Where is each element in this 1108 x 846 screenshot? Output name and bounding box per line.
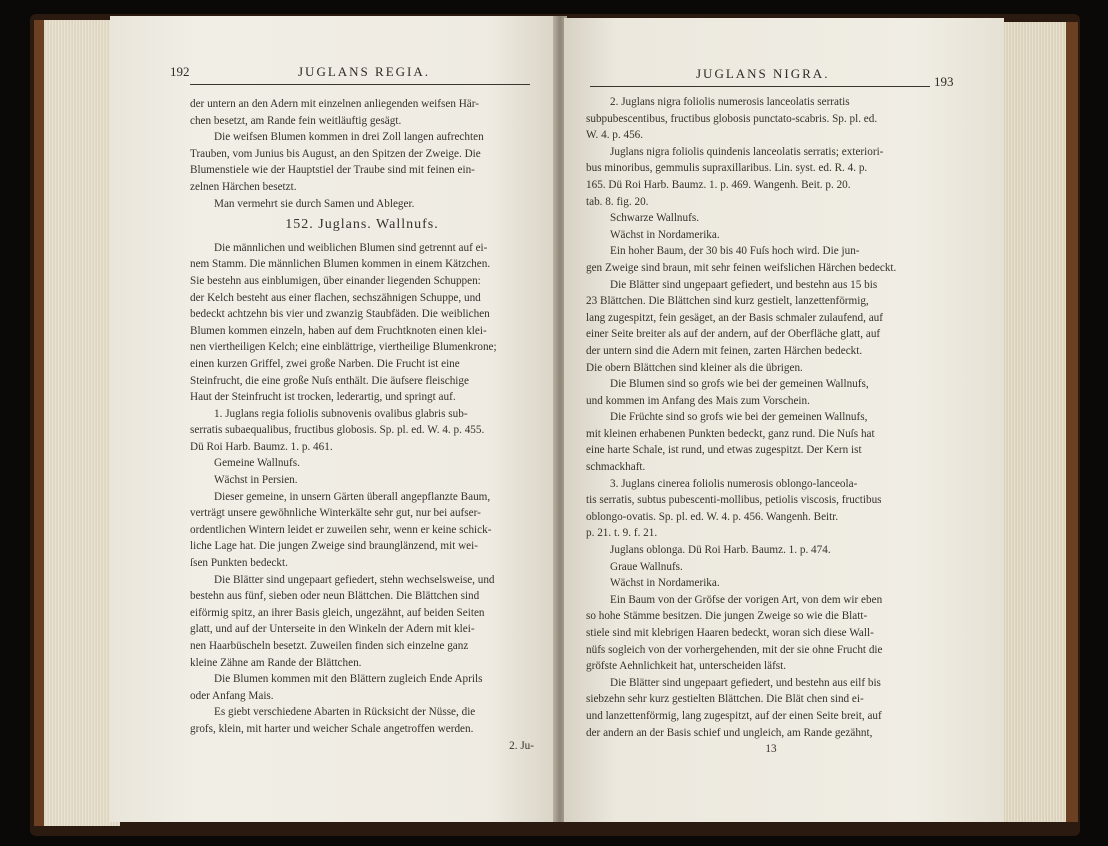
text-line: Trauben, vom Junius bis August, an den Spitzen der Zweige. Die bbox=[190, 147, 481, 160]
text-line: Die Blumen kommen mit den Blättern zugleich Ende Aprils bbox=[214, 673, 483, 686]
text-line: und kommen im Anfang des Mais zum Vorschein. bbox=[586, 394, 810, 407]
text-line: Dieser gemeine, in unsern Gärten überall angepflanzte Baum, bbox=[214, 490, 491, 503]
left-page-header bbox=[170, 64, 534, 84]
right-page-header bbox=[588, 66, 988, 89]
text-line: Ein hoher Baum, der 30 bis 40 Fuſs hoch wird. Die jun- bbox=[610, 245, 860, 258]
text-line: der untern an den Adern mit einzelnen anliegenden weifsen Här- bbox=[190, 98, 479, 110]
text-line: eiförmig spitz, an ihrer Basis gleich, ungezähnt, auf beiden Seiten bbox=[190, 606, 485, 619]
text-line: ordentlichen Wintern leidet er zuweilen sehr, wenn er keine schick- bbox=[190, 523, 492, 536]
running-title: JUGLANS NIGRA. bbox=[696, 66, 830, 81]
text-line: Die männlichen und weiblichen Blumen sind getrennt auf ei- bbox=[214, 241, 488, 254]
text-line: Gemeine Wallnufs. bbox=[214, 457, 300, 470]
text-line: Wächst in Nordamerika. bbox=[610, 228, 720, 241]
text-line: und lanzettenförmig, lang zugespitzt, auf der einen Seite breit, auf bbox=[586, 709, 882, 722]
text-line: Juglans nigra foliolis quindenis lanceolatis serratis; exteriori- bbox=[610, 145, 884, 158]
text-line: mit kleinen erhabenen Punkten bedeckt, ganz rund. Die Nuſs hat bbox=[586, 427, 875, 440]
text-line: 13 bbox=[765, 743, 777, 756]
right-page-text bbox=[586, 94, 956, 758]
text-line: gen Zweige sind braun, mit sehr feinen weifslichen Härchen bedeckt. bbox=[586, 261, 897, 274]
left-page-edges bbox=[34, 20, 120, 826]
text-line: Die Blätter sind ungepaart gefiedert, und bestehn aus 15 bis bbox=[610, 278, 878, 291]
text-line: stiele sind mit klebrigen Haaren bedeckt, woran sich diese Wall- bbox=[586, 627, 874, 639]
text-line: oblongo-ovatis. Sp. pl. ed. W. 4. p. 456. Wangenh. Beitr. bbox=[586, 510, 839, 523]
text-line: Sie bestehn aus einblumigen, über einander liegenden Schuppen: bbox=[190, 274, 481, 287]
text-line: ſsen Punkten bedeckt. bbox=[190, 557, 288, 570]
text-line: chen besetzt, am Rande fein weitläuftig gesägt. bbox=[190, 114, 402, 127]
text-line: einen kurzen Griffel, zwei große Narben. Die Frucht ist eine bbox=[190, 357, 460, 370]
text-line: Es giebt verschiedene Abarten in Rücksicht der Nüsse, die bbox=[214, 706, 476, 719]
text-line: grofs, klein, mit harter und weicher Schale angetroffen werden. bbox=[190, 722, 474, 735]
text-line: der Kelch besteht aus einer flachen, sechszähnigen Schuppe, und bbox=[190, 291, 481, 304]
text-line: gröfste Aehnlichkeit hat, unterscheiden läfst. bbox=[586, 660, 787, 673]
right-page bbox=[564, 18, 1004, 822]
page-number: 193 bbox=[934, 74, 954, 89]
text-line: der untern sind die Adern mit feinen, zarten Härchen bedeckt. bbox=[586, 344, 863, 357]
text-line: nüfs sogleich von der vorhergehenden, mit der sie ohne Frucht die bbox=[586, 643, 883, 656]
text-line: 3. Juglans cinerea foliolis numerosis oblongo-lanceola- bbox=[610, 477, 858, 490]
text-line: Wächst in Nordamerika. bbox=[610, 577, 720, 590]
text-line: lang zugespitzt, fein gesäget, an der Basis schmaler zulaufend, auf bbox=[586, 311, 883, 324]
text-line: bestehn aus fünf, sieben oder neun Blättchen. Die Blättchen sind bbox=[190, 590, 480, 603]
text-line: Haut der Steinfrucht ist trocken, lederartig, und springt auf. bbox=[190, 391, 456, 404]
text-line: 23 Blättchen. Die Blättchen sind kurz gestielt, lanzettenförmig, bbox=[586, 295, 869, 308]
right-page-edges bbox=[1000, 22, 1078, 822]
text-line: schmackhaft. bbox=[586, 461, 646, 474]
running-title: JUGLANS REGIA. bbox=[298, 64, 430, 79]
header-rule bbox=[190, 84, 530, 85]
text-line: W. 4. p. 456. bbox=[586, 129, 644, 142]
text-line: tis serratis, subtus pubescenti-mollibus, petiolis viscosis, fructibus bbox=[586, 494, 882, 507]
left-page bbox=[110, 16, 556, 822]
text-line: serratis subaequalibus, fructibus globosis. Sp. pl. ed. W. 4. p. 455. bbox=[190, 424, 485, 437]
text-line: glatt, und auf der Unterseite in den Winkeln der Adern mit klei- bbox=[190, 623, 475, 636]
text-line: subpubescentibus, fructibus globosis punctato-scabris. Sp. pl. ed. bbox=[586, 112, 878, 125]
text-line: einer Seite breiter als auf der andern, auf der Oberfläche glatt, auf bbox=[586, 328, 881, 341]
text-line: der andern an der Basis schief und ungleich, am Rande gezähnt, bbox=[586, 726, 873, 739]
left-page-text bbox=[190, 96, 534, 754]
text-line: oder Anfang Mais. bbox=[190, 689, 274, 702]
text-line: bedeckt achtzehn bis vier und zwanzig Staubfäden. Die weiblichen bbox=[190, 308, 490, 321]
text-line: Graue Wallnufs. bbox=[610, 560, 683, 573]
text-line: Man vermehrt sie durch Samen und Ableger. bbox=[214, 197, 415, 210]
section-heading: 152. Juglans. Wallnufs. bbox=[285, 217, 439, 233]
text-line: nem Stamm. Die männlichen Blumen kommen in einem Kätzchen. bbox=[190, 258, 491, 271]
text-line: bus minoribus, gemmulis supraxillaribus. Lin. syst. ed. R. 4. p. bbox=[586, 162, 868, 175]
text-line: eine harte Schale, ist rund, und etwas zugespitzt. Der Kern ist bbox=[586, 444, 862, 457]
text-line: Die Blätter sind ungepaart gefiedert, stehn wechselsweise, und bbox=[214, 573, 495, 586]
text-line: Blumenstiele wie der Hauptstiel der Traube sind mit feinen ein- bbox=[190, 164, 475, 177]
text-line: kleine Zähne am Rande der Blättchen. bbox=[190, 656, 362, 669]
text-line: Die Früchte sind so grofs wie bei der gemeinen Wallnufs, bbox=[610, 411, 868, 424]
page-number: 192 bbox=[170, 64, 190, 79]
text-line: 1. Juglans regia foliolis subnovenis ovalibus glabris sub- bbox=[214, 407, 468, 420]
text-line: Die obern Blättchen sind kleiner als die übrigen. bbox=[586, 361, 803, 374]
text-line: Die Blumen sind so grofs wie bei der gemeinen Wallnufs, bbox=[610, 378, 869, 391]
text-line: 165. Dü Roi Harb. Baumz. 1. p. 469. Wangenh. Beit. p. 20. bbox=[586, 178, 851, 191]
text-line: Juglans oblonga. Dü Roi Harb. Baumz. 1. p. 474. bbox=[610, 544, 831, 557]
text-line: Wächst in Persien. bbox=[214, 474, 298, 487]
text-line: Die Blätter sind ungepaart gefiedert, und bestehn aus eilf bis bbox=[610, 676, 881, 689]
text-line: zelnen Härchen besetzt. bbox=[190, 180, 297, 193]
text-line: Steinfrucht, die eine große Nuſs enthält. Die äufsere fleischige bbox=[190, 374, 469, 387]
header-rule bbox=[590, 86, 930, 87]
text-line: liche Lage hat. Die jungen Zweige sind braunglänzend, mit wei- bbox=[190, 540, 478, 553]
text-line: Ein Baum von der Gröfse der vorigen Art, von dem wir eben bbox=[610, 593, 883, 606]
text-line: Blumen kommen einzeln, haben auf dem Fruchtknoten einen klei- bbox=[190, 324, 487, 337]
text-line: p. 21. t. 9. f. 21. bbox=[586, 527, 658, 540]
text-line: tab. 8. fig. 20. bbox=[586, 195, 649, 208]
text-line: 2. Ju- bbox=[509, 739, 534, 752]
text-line: 2. Juglans nigra foliolis numerosis lanceolatis serratis bbox=[610, 96, 850, 108]
text-line: siebzehn sehr kurz gestielten Blättchen. Die Blät chen sind ei- bbox=[586, 693, 864, 706]
text-line: verträgt unsere gewöhnliche Winterkälte sehr gut, nur bei aufser- bbox=[190, 507, 481, 520]
text-line: Dü Roi Harb. Baumz. 1. p. 461. bbox=[190, 440, 333, 453]
text-line: Schwarze Wallnufs. bbox=[610, 212, 699, 225]
text-line: nen Haarbüscheln besetzt. Zuweilen finden sich einzelne ganz bbox=[190, 640, 469, 652]
text-line: Die weifsen Blumen kommen in drei Zoll langen aufrechten bbox=[214, 131, 484, 144]
text-line: so hohe Stämme besitzen. Die jungen Zweige so wie die Blatt- bbox=[586, 610, 868, 623]
text-line: nen viertheiligen Kelch; eine einblättrige, viertheilige Blumenkrone; bbox=[190, 341, 497, 354]
